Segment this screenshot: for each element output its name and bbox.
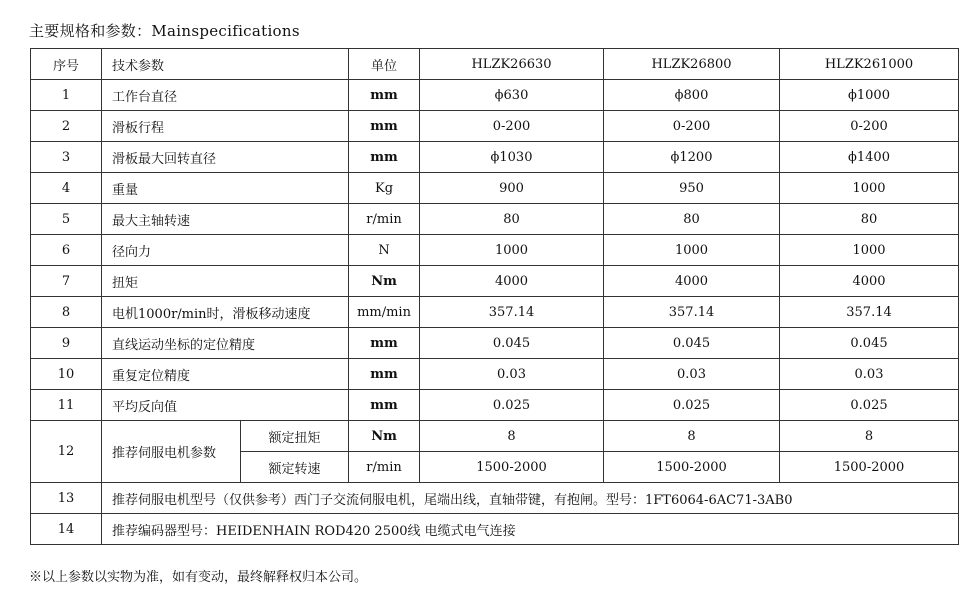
row-number: 6 — [31, 235, 102, 266]
row-subparam: 额定扭矩 — [241, 421, 349, 452]
row-unit: mm — [349, 328, 420, 359]
row-unit: Nm — [349, 421, 420, 452]
row-value: 357.14 — [780, 297, 959, 328]
row-value: 0.025 — [420, 390, 604, 421]
row-value: 4000 — [420, 266, 604, 297]
row-param: 电机1000r/min时，滑板移动速度 — [102, 297, 349, 328]
row-value: 4000 — [604, 266, 780, 297]
row-value: 1000 — [780, 235, 959, 266]
row-param: 直线运动坐标的定位精度 — [102, 328, 349, 359]
page-title: 主要规格和参数：Mainspecifications — [29, 22, 300, 40]
row-value: 0.045 — [780, 328, 959, 359]
row-value: 0-200 — [420, 111, 604, 142]
row-value: ϕ800 — [604, 80, 780, 111]
row-number: 7 — [31, 266, 102, 297]
row-unit: Kg — [349, 173, 420, 204]
row-value: 80 — [780, 204, 959, 235]
row-value: 0.03 — [604, 359, 780, 390]
row-value: 0-200 — [604, 111, 780, 142]
row-param: 重量 — [102, 173, 349, 204]
row-param: 滑板行程 — [102, 111, 349, 142]
row-value: 1500-2000 — [604, 452, 780, 483]
row-value: ϕ1200 — [604, 142, 780, 173]
header-unit: 单位 — [349, 49, 420, 80]
row-value: 0.025 — [604, 390, 780, 421]
table-row — [31, 235, 959, 266]
row-subparam: 额定转速 — [241, 452, 349, 483]
table-row — [31, 328, 959, 359]
row-number: 8 — [31, 297, 102, 328]
row-value: 80 — [604, 204, 780, 235]
row-value: 80 — [420, 204, 604, 235]
row-number: 11 — [31, 390, 102, 421]
row-value: 0-200 — [780, 111, 959, 142]
row-text: 推荐伺服电机型号（仅供参考）西门子交流伺服电机，尾端出线，直轴带键，有抱闸。型号：1FT6064-6AC71-3AB0 — [102, 483, 959, 514]
row-value: 0.03 — [780, 359, 959, 390]
footnote: ※以上参数以实物为准，如有变动，最终解释权归本公司。 — [29, 570, 368, 585]
row-value: 0.03 — [420, 359, 604, 390]
row-text: 推荐编码器型号：HEIDENHAIN ROD420 2500线 电缆式电气连接 — [102, 514, 959, 545]
row-value: 1500-2000 — [420, 452, 604, 483]
row-value: 1500-2000 — [780, 452, 959, 483]
row-value: 1000 — [604, 235, 780, 266]
row-param: 最大主轴转速 — [102, 204, 349, 235]
row-number: 9 — [31, 328, 102, 359]
header-model: HLZK26630 — [420, 49, 604, 80]
table-row — [31, 142, 959, 173]
row-number: 4 — [31, 173, 102, 204]
row-unit: mm — [349, 111, 420, 142]
header-no: 序号 — [31, 49, 102, 80]
row-number: 1 — [31, 80, 102, 111]
row-unit: mm — [349, 390, 420, 421]
header-model: HLZK26800 — [604, 49, 780, 80]
table-row — [31, 359, 959, 390]
row-unit: r/min — [349, 204, 420, 235]
row-value: 357.14 — [420, 297, 604, 328]
row-param: 推荐伺服电机参数 — [102, 421, 241, 483]
row-param: 滑板最大回转直径 — [102, 142, 349, 173]
row-value: ϕ1030 — [420, 142, 604, 173]
row-param: 扭矩 — [102, 266, 349, 297]
row-value: 357.14 — [604, 297, 780, 328]
row-value: 8 — [604, 421, 780, 452]
header-row — [31, 49, 959, 80]
row-param: 工作台直径 — [102, 80, 349, 111]
row-value: 1000 — [780, 173, 959, 204]
table-row — [31, 514, 959, 545]
row-value: 8 — [420, 421, 604, 452]
row-value: 0.045 — [420, 328, 604, 359]
row-value: 0.025 — [780, 390, 959, 421]
table-row — [31, 483, 959, 514]
row-unit: mm — [349, 142, 420, 173]
row-number: 14 — [31, 514, 102, 545]
table-row — [31, 80, 959, 111]
row-param: 径向力 — [102, 235, 349, 266]
table-row — [31, 111, 959, 142]
row-value: ϕ630 — [420, 80, 604, 111]
row-value: ϕ1400 — [780, 142, 959, 173]
row-param: 重复定位精度 — [102, 359, 349, 390]
header-param: 技术参数 — [102, 49, 349, 80]
row-unit: N — [349, 235, 420, 266]
table-row — [31, 421, 959, 452]
row-value: 1000 — [420, 235, 604, 266]
row-value: 8 — [780, 421, 959, 452]
row-value: 4000 — [780, 266, 959, 297]
row-unit: mm/min — [349, 297, 420, 328]
table-row — [31, 390, 959, 421]
row-number: 3 — [31, 142, 102, 173]
row-unit: Nm — [349, 266, 420, 297]
row-unit: mm — [349, 80, 420, 111]
row-unit: r/min — [349, 452, 420, 483]
row-value: 950 — [604, 173, 780, 204]
row-value: ϕ1000 — [780, 80, 959, 111]
row-value: 900 — [420, 173, 604, 204]
table-row — [31, 204, 959, 235]
row-number: 2 — [31, 111, 102, 142]
table-row — [31, 173, 959, 204]
row-number: 10 — [31, 359, 102, 390]
row-param: 平均反向值 — [102, 390, 349, 421]
row-number: 13 — [31, 483, 102, 514]
table-row — [31, 297, 959, 328]
row-value: 0.045 — [604, 328, 780, 359]
row-unit: mm — [349, 359, 420, 390]
header-model: HLZK261000 — [780, 49, 959, 80]
table-row — [31, 266, 959, 297]
spec-table — [30, 48, 959, 545]
row-number: 5 — [31, 204, 102, 235]
row-number: 12 — [31, 421, 102, 483]
